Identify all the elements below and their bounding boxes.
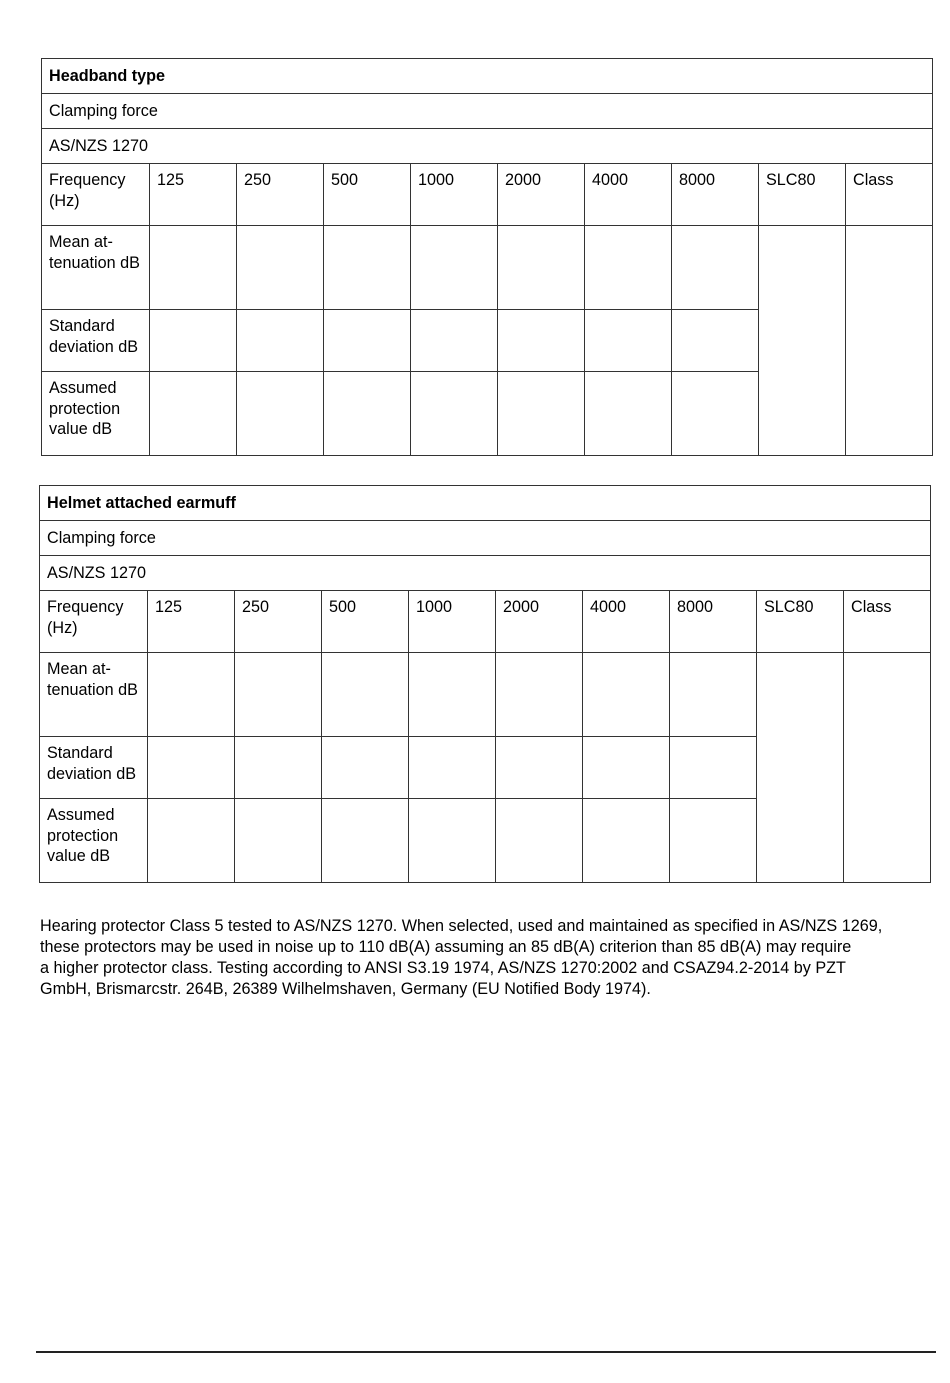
freq-125: 125 bbox=[148, 591, 235, 653]
mean-attenuation-label: Mean at-tenuation dB bbox=[40, 653, 148, 737]
value-cell bbox=[498, 226, 585, 310]
value-cell bbox=[409, 653, 496, 737]
value-cell bbox=[409, 737, 496, 799]
note-line: Hearing protector Class 5 tested to AS/NZS 1270. When selected, used and maintained as specified in AS/NZS 1269, bbox=[40, 917, 883, 935]
value-cell bbox=[670, 737, 757, 799]
freq-1000: 1000 bbox=[409, 591, 496, 653]
freq-2000: 2000 bbox=[498, 164, 585, 226]
value-cell bbox=[237, 226, 324, 310]
footer-rule bbox=[36, 1351, 936, 1353]
freq-500: 500 bbox=[322, 591, 409, 653]
value-cell bbox=[237, 372, 324, 456]
class-header: Class bbox=[844, 591, 931, 653]
slc80-header: SLC80 bbox=[759, 164, 846, 226]
class-value-cell bbox=[846, 226, 933, 456]
value-cell bbox=[322, 653, 409, 737]
value-cell bbox=[411, 226, 498, 310]
value-cell bbox=[672, 310, 759, 372]
note-line: GmbH, Brismarcstr. 264B, 26389 Wilhelmshaven, Germany (EU Notified Body 1974). bbox=[40, 980, 651, 998]
value-cell bbox=[324, 372, 411, 456]
value-cell bbox=[235, 737, 322, 799]
freq-250: 250 bbox=[237, 164, 324, 226]
assumed-protection-label: Assumed protection value dB bbox=[42, 372, 150, 456]
value-cell bbox=[411, 372, 498, 456]
helmet-earmuff-attenuation-table bbox=[39, 485, 931, 883]
freq-8000: 8000 bbox=[670, 591, 757, 653]
frequency-header: Frequency (Hz) bbox=[40, 591, 148, 653]
clamping-force-label: Clamping force bbox=[42, 94, 933, 129]
table-title: Helmet attached earmuff bbox=[40, 486, 931, 521]
freq-8000: 8000 bbox=[672, 164, 759, 226]
freq-250: 250 bbox=[235, 591, 322, 653]
value-cell bbox=[148, 653, 235, 737]
freq-4000: 4000 bbox=[585, 164, 672, 226]
slc80-value-cell bbox=[757, 653, 844, 883]
value-cell bbox=[324, 310, 411, 372]
value-cell bbox=[498, 372, 585, 456]
value-cell bbox=[150, 310, 237, 372]
certification-note bbox=[40, 916, 940, 1000]
value-cell bbox=[150, 226, 237, 310]
note-line: these protectors may be used in noise up to 110 dB(A) assuming an 85 dB(A) criterion than 85 dB(A) may require bbox=[40, 938, 852, 956]
class-header: Class bbox=[846, 164, 933, 226]
value-cell bbox=[585, 226, 672, 310]
value-cell bbox=[148, 737, 235, 799]
table-title: Headband type bbox=[42, 59, 933, 94]
value-cell bbox=[585, 310, 672, 372]
value-cell bbox=[150, 372, 237, 456]
standard-deviation-label: Standard deviation dB bbox=[42, 310, 150, 372]
standard-label: AS/NZS 1270 bbox=[42, 129, 933, 164]
assumed-protection-label: Assumed protection value dB bbox=[40, 799, 148, 883]
value-cell bbox=[148, 799, 235, 883]
value-cell bbox=[411, 310, 498, 372]
freq-2000: 2000 bbox=[496, 591, 583, 653]
value-cell bbox=[583, 799, 670, 883]
value-cell bbox=[235, 653, 322, 737]
slc80-header: SLC80 bbox=[757, 591, 844, 653]
value-cell bbox=[322, 799, 409, 883]
value-cell bbox=[409, 799, 496, 883]
value-cell bbox=[672, 226, 759, 310]
value-cell bbox=[670, 799, 757, 883]
value-cell bbox=[496, 799, 583, 883]
freq-125: 125 bbox=[150, 164, 237, 226]
value-cell bbox=[583, 653, 670, 737]
freq-4000: 4000 bbox=[583, 591, 670, 653]
headband-attenuation-table bbox=[41, 58, 933, 456]
value-cell bbox=[498, 310, 585, 372]
value-cell bbox=[496, 653, 583, 737]
slc80-value-cell bbox=[759, 226, 846, 456]
value-cell bbox=[235, 799, 322, 883]
mean-attenuation-label: Mean at-tenuation dB bbox=[42, 226, 150, 310]
value-cell bbox=[585, 372, 672, 456]
standard-deviation-label: Standard deviation dB bbox=[40, 737, 148, 799]
value-cell bbox=[237, 310, 324, 372]
clamping-force-label: Clamping force bbox=[40, 521, 931, 556]
frequency-header: Frequency (Hz) bbox=[42, 164, 150, 226]
class-value-cell bbox=[844, 653, 931, 883]
value-cell bbox=[672, 372, 759, 456]
value-cell bbox=[583, 737, 670, 799]
standard-label: AS/NZS 1270 bbox=[40, 556, 931, 591]
value-cell bbox=[324, 226, 411, 310]
value-cell bbox=[496, 737, 583, 799]
freq-500: 500 bbox=[324, 164, 411, 226]
freq-1000: 1000 bbox=[411, 164, 498, 226]
value-cell bbox=[670, 653, 757, 737]
value-cell bbox=[322, 737, 409, 799]
note-line: a higher protector class. Testing according to ANSI S3.19 1974, AS/NZS 1270:2002 and CSAZ94.2-2014 by PZT bbox=[40, 959, 846, 977]
